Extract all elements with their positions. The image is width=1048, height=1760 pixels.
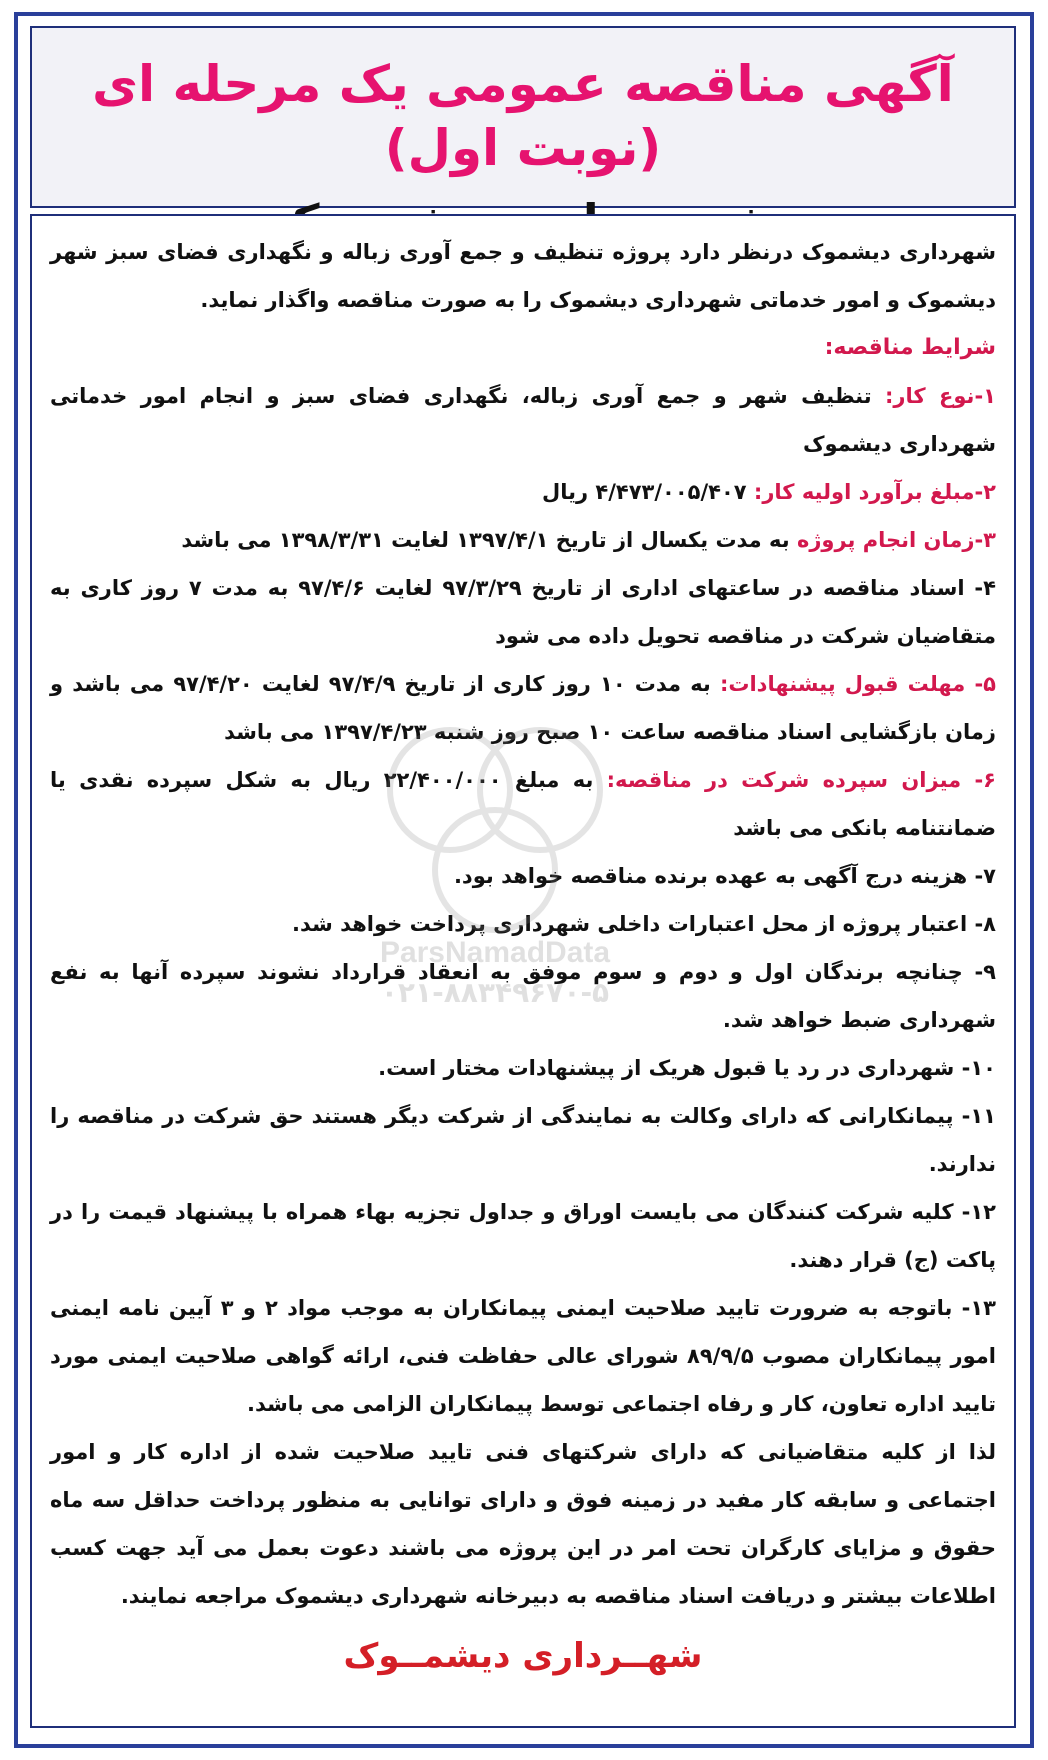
- notice-title: آگهی مناقصه عمومی یک مرحله ای (نوبت اول): [92, 55, 954, 177]
- condition-text: ۴/۴۷۳/۰۰۵/۴۰۷ ریال: [542, 480, 754, 504]
- condition-item: [50, 660, 996, 756]
- condition-text: به مدت ۱۰ روز کاری از تاریخ ۹۷/۴/۹ لغایت ۹۷/۴/۲۰ می باشد و زمان بازگشایی اسناد مناقصه ساعت ۱۰ صبح روز شنبه ۱۳۹۷/۴/۲۳ می باشد: [50, 672, 996, 744]
- condition-text: ۷- هزینه درج آگهی به عهده برنده مناقصه خواهد بود.: [453, 864, 996, 888]
- conditions-heading: شرایط مناقصه:: [824, 335, 996, 360]
- watermark-brand: ParsNamadData: [379, 936, 611, 969]
- conditions-list: [50, 372, 996, 1428]
- condition-text: ۸- اعتبار پروژه از محل اعتبارات داخلی شهرداری پرداخت خواهد شد.: [292, 912, 996, 936]
- condition-item: [50, 1092, 996, 1188]
- condition-item: [50, 564, 996, 660]
- condition-item: [50, 516, 996, 564]
- notice-body: [30, 214, 1016, 1728]
- condition-item: [50, 1284, 996, 1428]
- condition-text: به مبلغ ۲۲/۴۰۰/۰۰۰ ریال به شکل سپرده نقدی یا ضمانتنامه بانکی می باشد: [50, 768, 996, 840]
- condition-text: ۱۲- کلیه شرکت کنندگان می بایست اوراق و جداول تجزیه بهاء همراه با پیشنهاد قیمت را در پاکت (ج) قرار دهند.: [50, 1200, 996, 1272]
- condition-text: ۹- چنانچه برندگان اول و دوم و سوم موفق به انعقاد قرارداد نشوند سپرده آنها به نفع شهرداری ضبط خواهد شد.: [50, 960, 996, 1032]
- condition-item: [50, 756, 996, 852]
- condition-item: [50, 1044, 996, 1092]
- condition-text: ۴- اسناد مناقصه در ساعتهای اداری از تاریخ ۹۷/۳/۲۹ لغایت ۹۷/۴/۶ به مدت ۷ روز کاری به متقاضیان شرکت در مناقصه تحویل داده می شود: [50, 576, 996, 648]
- condition-text: ۱۰- شهرداری در رد یا قبول هریک از پیشنهادات مختار است.: [378, 1056, 996, 1080]
- condition-label: ۳-زمان انجام پروژه: [796, 528, 996, 552]
- condition-label: ۵- مهلت قبول پیشنهادات:: [719, 672, 996, 696]
- condition-item: [50, 852, 996, 900]
- condition-item: [50, 900, 996, 948]
- condition-text: ۱۳- باتوجه به ضرورت تایید صلاحیت ایمنی پیمانکاران به موجب مواد ۲ و ۳ آیین نامه ایمنی امور پیمانکاران مصوب ۸۹/۹/۵ شورای عالی حفاظت فنی، ارائه گواهی صلاحیت ایمنی مورد تایید اداره تعاون، کار و رفاه اجتماعی توسط پیمانکاران الزامی می باشد.: [50, 1296, 996, 1416]
- condition-text: ۱۱- پیمانکارانی که دارای وکالت به نمایندگی از شرکت دیگر هستند حق شرکت در مناقصه را ندارند.: [50, 1104, 996, 1176]
- condition-item: [50, 948, 996, 1044]
- condition-text: به مدت یکسال از تاریخ ۱۳۹۷/۴/۱ لغایت ۱۳۹۸/۳/۳۱ می باشد: [181, 528, 797, 552]
- condition-label: ۶- میزان سپرده شرکت در مناقصه:: [606, 768, 996, 792]
- intro-paragraph: شهرداری دیشموک درنظر دارد پروژه تنظیف و جمع آوری زباله و نگهداری فضای سبز شهر دیشموک و امور خدماتی شهرداری دیشموک را به صورت مناقصه واگذار نماید.: [50, 240, 996, 312]
- condition-label: ۱-نوع کار:: [885, 384, 996, 408]
- watermark-phone: ۰۲۱-۸۸۳۴۹۶۷۰-۵: [380, 976, 610, 1009]
- notice-header: [30, 26, 1016, 208]
- closing-paragraph: لذا از کلیه متقاضیانی که دارای شرکتهای فنی تایید صلاحیت شده از اداره کار و امور اجتماعی و سابقه کار مفید در زمینه فوق و دارای توانایی به منظور پرداخت حداقل سه ماه حقوق و مزایای کارگران تحت امر در این پروژه می باشند دعوت بعمل می آید جهت کسب اطلاعات بیشتر و دریافت اسناد مناقصه به دبیرخانه شهرداری دیشموک مراجعه نمایند.: [50, 1440, 996, 1608]
- signature: شهــرداری دیشمــوک: [343, 1636, 703, 1676]
- condition-item: [50, 372, 996, 468]
- condition-label: ۲-مبلغ برآورد اولیه کار:: [753, 480, 996, 504]
- condition-item: [50, 1188, 996, 1284]
- condition-text: تنظیف شهر و جمع آوری زباله، نگهداری فضای سبز و انجام امور خدماتی شهرداری دیشموک: [50, 384, 996, 456]
- condition-item: [50, 468, 996, 516]
